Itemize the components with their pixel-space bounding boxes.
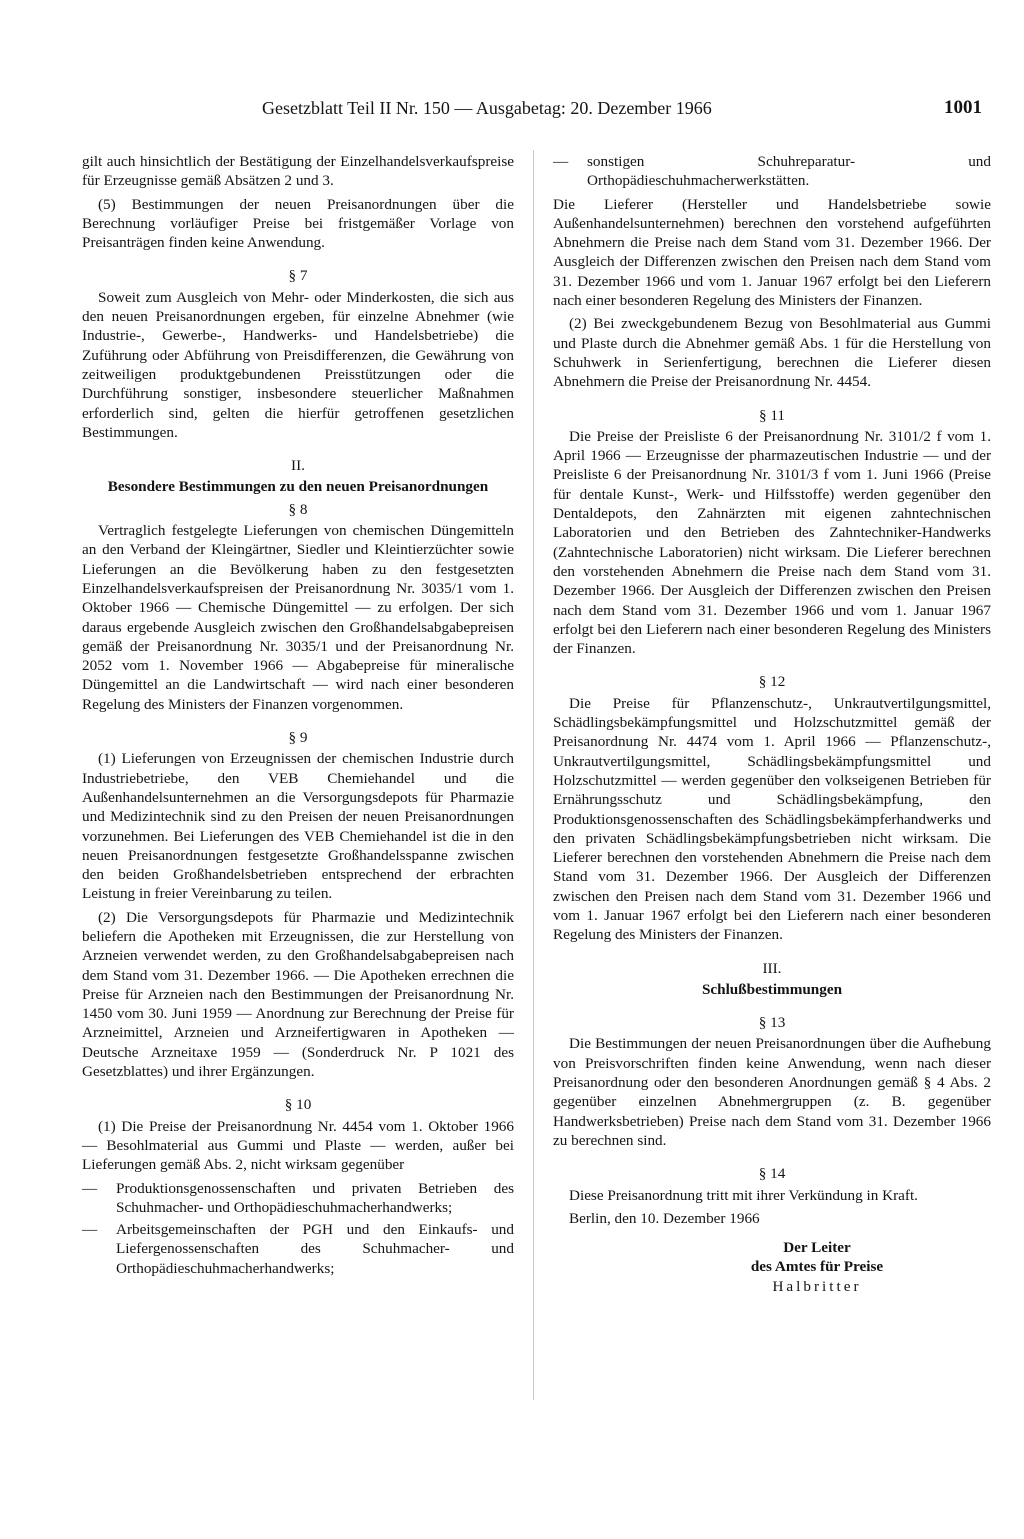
paragraph: Die Bestimmungen der neuen Preisanordnungen über die Aufhebung von Preisvorschriften finden keine Anwendung, wenn nach dieser Preisanordnung oder den besonderen Anordnungen gemäß § 4 Abs. 2 gegenüber einzelnen Abnehmergruppen (z. B. gegenüber Handwerksbetrieben) Preise nach dem Stand vom 31. Dezember 1966 zu berechnen sind.	[553, 1035, 991, 1149]
part-title: Besondere Bestimmungen zu den neuen Preisanordnungen	[107, 478, 489, 496]
place-date: Berlin, den 10. Dezember 1966	[569, 1209, 760, 1227]
section-heading-12: § 12	[758, 673, 786, 691]
paragraph: Die Preise für Pflanzenschutz-, Unkrautvertilgungsmittel, Schädlingsbekämpfungsmittel und Holzschutzmittel gemäß der Preisanordnung Nr. 4474 vom 1. April 1966 — Pflanzenschutz-, Unkrautvertilgungsmittel, Schädlingsbekämpfungsmittel und Holzschutzmittel — werden gegenüber den volkseigenen Betrieben für Ernährungsschutz und Schädlingsbekämpfung, den Produktionsgenossenschaften des Schädlingsbekämpferhandwerks und den privaten Schädlingsbekämpfungsbetrieben nicht wirksam. Die Lieferer berechnen den vorstehenden Abnehmern die Preise nach dem Stand vom 31. Dezember 1966. Der Ausgleich der Differenzen zwischen den Preisen nach dem Stand vom 31. Dezember 1966 und vom 1. Januar 1967 erfolgt bei den Lieferern nach einer besonderen Regelung des Ministers der Finanzen.	[553, 694, 991, 944]
paragraph: (2) Die Versorgungsdepots für Pharmazie und Medizintechnik beliefern die Apotheken mit Erzeugnissen, die zur Herstellung von Arzneien verwendet werden, zu den Großhandelsabgabepreisen nach dem Stand vom 31. Dezember 1966. — Die Apotheken errechnen die Preise für Arzneien nach den Bestimmungen der Preisanordnung Nr. 1450 vom 30. Juni 1959 — Anordnung zur Berechnung der Preise für Arzneimittel, Arzneien und Arzneifertigwaren in Apotheken — Deutsche Arzneitaxe 1959 — (Sonderdruck Nr. P 1021 des Gesetzblattes) und ihrer Ergänzungen.	[82, 908, 514, 1081]
page-header	[262, 91, 982, 125]
part-number: III.	[762, 959, 782, 977]
list-item: — sonstigen Schuhreparatur- und Orthopädieschuhmacherwerkstätten.	[553, 152, 991, 191]
paragraph: (2) Bei zweckgebundenem Bezug von Besohlmaterial aus Gummi und Plaste durch die Abnehmer gemäß Abs. 1 für die Herstellung von Schuhwerk in Serienfertigung, berechnen die Lieferer diesen Abnehmern die Preise der Preisanordnung Nr. 4454.	[553, 315, 991, 391]
list-item: — Arbeitsgemeinschaften der PGH und den Einkaufs- und Liefergenossenschaften des Schuhmacher- und Orthopädieschuhmacherhandwerks;	[82, 1220, 514, 1278]
dash-list	[82, 1179, 514, 1278]
section-heading-11: § 11	[758, 406, 785, 424]
signature-title: Der Leiter	[783, 1239, 851, 1257]
paragraph: Diese Preisanordnung tritt mit ihrer Verkündung in Kraft.	[569, 1186, 918, 1204]
section-heading-14: § 14	[758, 1165, 786, 1183]
signature-office: des Amtes für Preise	[750, 1258, 884, 1276]
part-number: II.	[291, 457, 305, 475]
column-divider	[533, 150, 534, 1400]
part-title: Schlußbestimmungen	[701, 980, 843, 998]
paragraph: Die Preise der Preisliste 6 der Preisanordnung Nr. 3101/2 f vom 1. April 1966 — Erzeugnisse der pharmazeutischen Industrie — und der Preisliste 6 der Preisanordnung Nr. 3101/3 f vom 1. Juni 1966 (Preise für dentale Kunst-, Werk- und Hilfsstoffe) werden gegenüber den Dentaldepots, den Zahnärzten mit eigenen zahntechnischen Laboratorien und den Betrieben des Zahntechniker-Handwerks (Zahntechnische Laboratorien) nicht wirksam. Die Lieferer berechnen den vorstehenden Abnehmern die Preise nach dem Stand vom 31. Dezember 1966. Der Ausgleich der Differenzen zwischen den Preisen nach dem Stand vom 31. Dezember 1966 und vom 1. Januar 1967 erfolgt bei den Lieferern nach einer besonderen Regelung des Ministers der Finanzen.	[553, 427, 991, 658]
paragraph: Die Lieferer (Hersteller und Handelsbetriebe sowie Außenhandelsunternehmen) berechnen den vorstehend aufgeführten Abnehmern die Preise nach dem Stand vom 31. Dezember 1966. Der Ausgleich der Differenzen zwischen den Preisen nach dem Stand vom 31. Dezember 1966 und vom 1. Januar 1967 erfolgt bei den Lieferern nach einer besonderen Regelung des Ministers der Finanzen.	[553, 195, 991, 310]
paragraph: (1) Lieferungen von Erzeugnissen der chemischen Industrie durch Industriebetriebe, den VEB Chemiehandel und die Außenhandelsunternehmen an die Versorgungsdepots für Pharmazie und Medizintechnik sind zu den Preisen der neuen Preisanordnungen vorzunehmen. Bei Lieferungen des VEB Chemiehandel ist die in den neuen Preisanordnungen festgesetzte Großhandelsspanne zwischen den beiden Großhandelsbetrieben entsprechend der erbrachten Leistung in freier Vereinbarung zu teilen.	[82, 750, 514, 903]
section-heading-13: § 13	[758, 1014, 786, 1032]
section-heading-8: § 8	[288, 500, 308, 518]
paragraph: Soweit zum Ausgleich von Mehr- oder Minderkosten, die sich aus den neuen Preisanordnungen ergeben, für einzelne Abnehmer (wie Industrie-, Gewerbe-, Handwerks- und Handelsbetriebe) die Zuführung oder Abführung von Preisdifferenzen, die Gewährung von zeitweiligen produktgebundenen Preisstützungen oder die Durchführung sonstiger, insbesondere steuerlicher Maßnahmen erforderlich sind, gelten die hierfür getroffenen gesetzlichen Bestimmungen.	[82, 288, 514, 441]
dash-list	[553, 152, 991, 191]
page-number: 1001	[944, 97, 982, 118]
left-column	[82, 152, 514, 1519]
paragraph: (5) Bestimmungen der neuen Preisanordnungen über die Berechnung vorläufiger Preise bei fristgemäßer Vorlage von Preisanträgen finden keine Anwendung.	[82, 195, 514, 252]
section-heading-10: § 10	[284, 1096, 312, 1114]
signature-name: Halbritter	[772, 1277, 862, 1295]
paragraph: (1) Die Preise der Preisanordnung Nr. 4454 vom 1. Oktober 1966 — Besohlmaterial aus Gummi und Plaste — werden, außer bei Lieferungen gemäß Abs. 2, nicht wirksam gegenüber	[82, 1117, 514, 1174]
section-heading-9: § 9	[288, 729, 308, 747]
header-title: Gesetzblatt Teil II Nr. 150 — Ausgabetag: 20. Dezember 1966	[262, 98, 712, 118]
paragraph: gilt auch hinsichtlich der Bestätigung der Einzelhandelsverkaufspreise für Erzeugnisse gemäß Absätzen 2 und 3.	[82, 153, 514, 190]
section-heading-7: § 7	[288, 267, 308, 285]
right-column	[553, 152, 991, 1519]
paragraph: Vertraglich festgelegte Lieferungen von chemischen Düngemitteln an den Verband der Kleingärtner, Siedler und Kleintierzüchter sowie Lieferungen an die Bevölkerung haben zu den festgesetzten Einzelhandelsverkaufspreisen der Preisanordnung Nr. 3035/1 vom 1. Oktober 1966 — Chemische Düngemittel — zu erfolgen. Der sich daraus ergebende Ausgleich zwischen den Großhandelsabgabepreisen gemäß der Preisanordnung Nr. 3035/1 und der Preisanordnung Nr. 2052 vom 1. November 1966 — Abgabepreise für mineralische Düngemittel an die Landwirtschaft — wird nach einer besonderen Regelung des Ministers der Finanzen vorgenommen.	[82, 522, 514, 713]
list-item: — Produktionsgenossenschaften und privaten Betrieben des Schuhmacher- und Orthopädieschuhmacherhandwerks;	[82, 1179, 514, 1218]
signature-block	[643, 1238, 991, 1296]
